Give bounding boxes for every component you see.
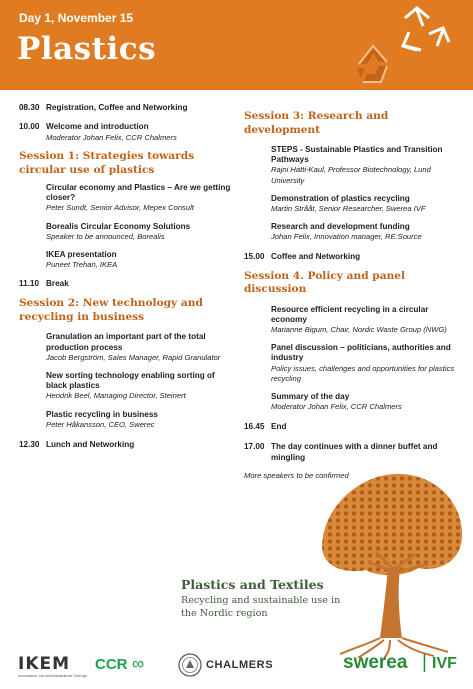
agenda-text: End	[271, 422, 287, 432]
agenda-row	[19, 439, 234, 450]
time: 11.10	[19, 279, 40, 289]
ikem-logo: IKEM	[18, 654, 71, 674]
ivf-logo: IVF	[432, 655, 457, 672]
agenda-item	[19, 332, 234, 363]
time: 12.30	[19, 440, 40, 450]
agenda-item	[244, 343, 466, 384]
time: 16.45	[244, 422, 265, 432]
agenda-text: Coffee and Networking	[271, 251, 361, 261]
page-title: Plastics	[17, 31, 157, 67]
agenda-row	[244, 251, 466, 262]
item-title: Plastic recycling in business	[46, 409, 158, 419]
agenda-item	[244, 222, 466, 242]
item-title: STEPS - Sustainable Plastics and Transition Pathways	[271, 145, 443, 165]
item-speaker: Peter Håkansson, CEO, Swerec	[46, 419, 155, 429]
agenda-row	[244, 441, 466, 463]
partner-logos	[0, 650, 473, 689]
session-heading: Session 3: Research and development	[244, 110, 389, 136]
moderator-text: Moderator Johan Felix, CCR Chalmers	[46, 133, 177, 142]
item-description: Policy issues, challenges and opportunities for plastics recycling	[271, 363, 455, 383]
item-speaker: Peter Sundt, Senior Advisor, Mepex Consult	[46, 203, 194, 213]
item-speaker: Johan Felix, Innovation manager, RE:Source	[271, 232, 422, 242]
session-heading: Session 4. Policy and panel discussion	[244, 269, 406, 296]
agenda-item	[19, 183, 234, 214]
ikem-tagline: Innovations- och kemiindustrierna i Sverige	[18, 674, 87, 678]
chalmers-logo: CHALMERS	[206, 659, 274, 671]
logo-separator: |	[422, 652, 427, 673]
item-title: Summary of the day	[271, 392, 350, 402]
ccr-logo: CCR	[95, 656, 128, 673]
item-speaker: Moderator Johan Felix, CCR Chalmers	[271, 402, 402, 412]
item-title: New sorting technology enabling sorting of black plastics	[46, 371, 215, 391]
item-title: Research and development funding	[271, 222, 410, 232]
session-heading: Session 2: New technology and recycling in business	[19, 297, 203, 323]
agenda-text: Break	[46, 279, 69, 289]
chalmers-seal-icon	[178, 653, 202, 677]
agenda-item	[19, 222, 234, 242]
agenda-text: Welcome and introduction	[46, 122, 149, 131]
item-speaker: Rajni Hatti-Kaul, Professor Biotechnology, Lund University	[271, 165, 431, 185]
swerea-logo: swerea	[343, 652, 408, 673]
time: 10.00	[19, 122, 40, 131]
agenda-row	[244, 421, 466, 432]
item-speaker: Hendrik Beel, Managing Director, Steinert	[46, 391, 186, 401]
item-title: IKEA presentation	[46, 250, 117, 260]
item-speaker: Speaker to be announced, Borealis	[46, 231, 165, 241]
speakers-note: More speakers to be confirmed	[244, 471, 349, 481]
agenda-text: Lunch and Networking	[46, 440, 135, 450]
item-speaker: Puneet Trehan, IKEA	[46, 260, 118, 270]
agenda-item	[19, 410, 234, 430]
item-title: Panel discussion – politicians, authorities and industry	[271, 343, 451, 363]
item-title: Circular economy and Plastics – Are we getting closer?	[46, 183, 231, 203]
event-date: Day 1, November 15	[19, 11, 134, 25]
agenda-item	[19, 371, 234, 402]
tree-icon	[318, 468, 466, 658]
time: 08.30	[19, 103, 40, 112]
agenda-row	[19, 102, 234, 113]
item-title: Demonstration of plastics recycling	[271, 193, 410, 203]
item-speaker: Marianne Bigum, Chair, Nordic Waste Group (NWG)	[271, 325, 447, 335]
agenda-right-column	[244, 110, 466, 480]
infinity-icon: ∞	[132, 654, 145, 673]
agenda-left-column	[19, 102, 234, 450]
footer-title: Plastics and Textiles	[181, 577, 324, 592]
time: 17.00	[244, 442, 265, 452]
item-title: Borealis Circular Economy Solutions	[46, 221, 191, 231]
item-title: Resource efficient recycling in a circular economy	[271, 304, 429, 324]
item-speaker: Jacob Bergström, Sales Manager, Rapid Granulator	[46, 352, 221, 362]
recycle-arrows-icon	[347, 4, 459, 86]
agenda-row	[19, 121, 234, 143]
agenda-row	[19, 278, 234, 289]
agenda-item	[244, 145, 466, 186]
footer-subtitle: Recycling and sustainable use in the Nordic region	[181, 595, 341, 619]
header-banner	[0, 0, 473, 90]
session-heading: Session 1: Strategies towards circular use of plastics	[19, 150, 195, 176]
item-title: Granulation an important part of the total production process	[46, 332, 206, 352]
time: 15.00	[244, 251, 265, 261]
agenda-item	[244, 194, 466, 214]
item-speaker: Martin Strååt, Senior Researcher, Swerea IVF	[271, 204, 426, 214]
agenda-item	[244, 305, 466, 336]
agenda-item	[244, 392, 466, 412]
agenda-text: Registration, Coffee and Networking	[46, 103, 188, 112]
agenda-item	[19, 250, 234, 270]
agenda-text: The day continues with a dinner buffet and mingling	[271, 442, 438, 463]
